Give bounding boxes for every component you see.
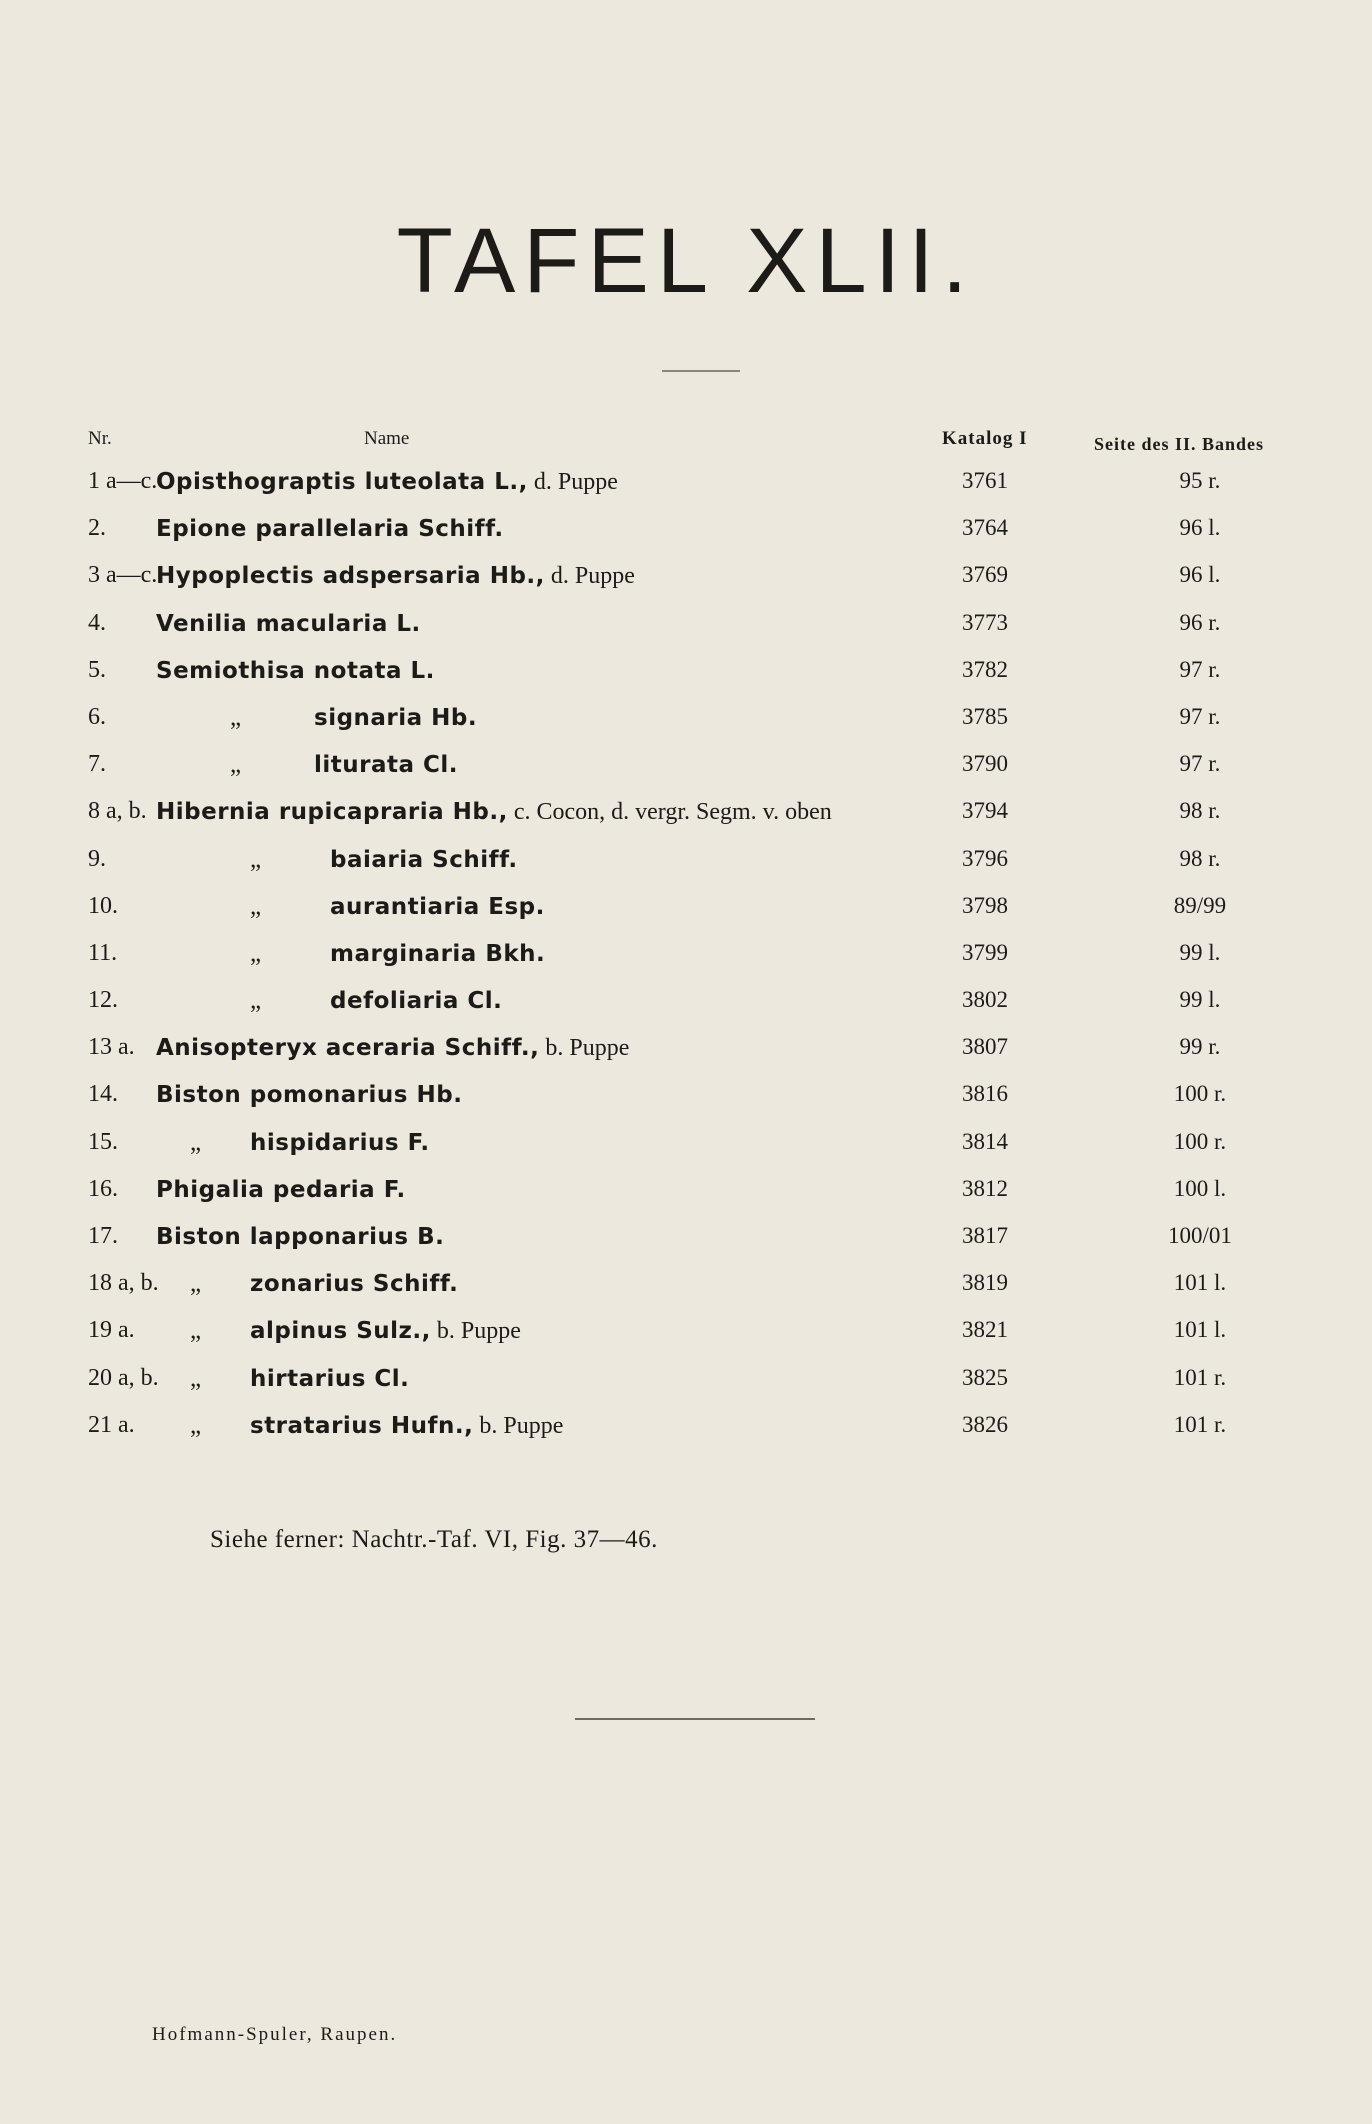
ditto-mark: „ (190, 1411, 202, 1439)
table-row (0, 1357, 1372, 1404)
row-nr: 4. (88, 609, 106, 636)
species-name: zonarius Schiff. (250, 1271, 459, 1298)
table-row (0, 507, 1372, 554)
row-katalog: 3773 (962, 609, 1008, 635)
row-nr: 8 a, b. (88, 798, 147, 825)
species-name: signaria Hb. (314, 704, 478, 731)
species-name: Semiothisa notata L. (156, 657, 435, 684)
row-name (156, 1176, 406, 1204)
species-detail: d. Puppe (544, 563, 635, 590)
row-name (156, 1081, 462, 1109)
header-name: Name (364, 428, 410, 449)
row-name (250, 1270, 458, 1298)
page-title: TAFEL XLII. (396, 210, 976, 312)
ditto-mark: „ (230, 703, 242, 731)
row-seite: 101 r. (1173, 1364, 1227, 1390)
reference-note: Siehe ferner: Nachtr.-Taf. VI, Fig. 37—46. (210, 1526, 658, 1553)
row-katalog: 3821 (962, 1317, 1008, 1343)
header-seite: Seite des II. Bandes (1094, 434, 1265, 454)
table-row (0, 838, 1372, 885)
species-detail: b. Puppe (473, 1412, 564, 1439)
row-katalog: 3798 (962, 892, 1008, 918)
table-row (0, 1168, 1372, 1215)
table-row (0, 1121, 1372, 1168)
table-row (0, 979, 1372, 1026)
row-seite: 98 r. (1179, 798, 1221, 824)
species-name: baiaria Schiff. (330, 846, 518, 873)
row-name (330, 893, 545, 921)
row-katalog: 3819 (962, 1270, 1008, 1296)
species-name: hirtarius Cl. (250, 1365, 410, 1392)
table-row (0, 743, 1372, 790)
row-name (156, 515, 504, 543)
species-name: Epione parallelaria Schiff. (156, 516, 504, 543)
row-nr: 18 a, b. (88, 1270, 159, 1297)
row-seite: 100/01 (1168, 1223, 1232, 1248)
row-seite: 99 r. (1179, 1034, 1221, 1060)
row-seite: 97 r. (1179, 656, 1221, 682)
row-nr: 19 a. (88, 1317, 135, 1344)
row-name (330, 846, 518, 874)
row-name (250, 1129, 430, 1157)
row-seite: 101 l. (1173, 1317, 1227, 1343)
row-nr: 17. (88, 1223, 118, 1249)
species-name: Biston pomonarius Hb. (156, 1082, 463, 1109)
species-name: Anisopteryx aceraria Schiff., (156, 1035, 540, 1062)
species-name: Hypoplectis adspersaria Hb., (156, 563, 545, 590)
species-detail: d. Puppe (527, 469, 618, 495)
table-row (0, 1073, 1372, 1120)
row-katalog: 3807 (962, 1034, 1008, 1060)
row-katalog: 3796 (962, 845, 1008, 871)
row-nr: 6. (88, 703, 106, 730)
row-katalog: 3794 (962, 798, 1008, 824)
row-katalog: 3814 (962, 1128, 1008, 1154)
row-nr: 13 a. (88, 1034, 135, 1061)
row-name (156, 1034, 629, 1062)
row-seite: 100 r. (1173, 1081, 1227, 1107)
row-seite: 99 l. (1179, 939, 1221, 965)
ditto-mark: „ (250, 892, 262, 920)
table-row (0, 790, 1372, 837)
table-row (0, 1026, 1372, 1073)
species-detail: b. Puppe (430, 1318, 521, 1345)
species-detail: b. Puppe (539, 1035, 630, 1062)
species-name: Hibernia rupicapraria Hb., (156, 799, 508, 826)
table-row (0, 554, 1372, 601)
ditto-mark: „ (190, 1364, 202, 1392)
row-seite: 95 r. (1179, 468, 1221, 493)
table-row (0, 932, 1372, 979)
species-name: Biston lapponarius B. (156, 1224, 445, 1250)
row-name (156, 798, 832, 826)
row-name (314, 704, 477, 732)
species-name: Phigalia pedaria F. (156, 1176, 406, 1203)
bottom-divider (575, 1718, 815, 1720)
row-nr: 11. (88, 939, 118, 966)
species-detail: c. Cocon, d. vergr. Segm. v. oben (507, 799, 832, 826)
row-seite: 99 l. (1179, 987, 1221, 1013)
table-header (0, 428, 1372, 458)
row-seite: 96 l. (1179, 562, 1221, 588)
row-nr: 5. (88, 656, 106, 683)
row-name (250, 1365, 409, 1393)
row-katalog: 3802 (962, 987, 1008, 1013)
row-seite: 100 l. (1173, 1175, 1227, 1201)
row-katalog: 3764 (962, 515, 1008, 541)
row-nr: 1 a—c. (88, 468, 158, 494)
row-katalog: 3826 (962, 1411, 1008, 1437)
table-row (0, 1215, 1372, 1262)
row-nr: 3 a—c. (88, 562, 158, 589)
row-seite: 96 r. (1179, 609, 1221, 635)
row-nr: 7. (88, 751, 106, 778)
ditto-mark: „ (250, 845, 262, 873)
ditto-mark: „ (190, 1317, 202, 1345)
row-nr: 15. (88, 1128, 118, 1155)
row-name (330, 940, 545, 968)
row-katalog: 3761 (962, 468, 1008, 493)
table-row (0, 1404, 1372, 1451)
row-name (156, 1223, 444, 1251)
row-katalog: 3799 (962, 939, 1008, 965)
row-name (314, 751, 458, 779)
species-name: alpinus Sulz., (250, 1318, 431, 1345)
ditto-mark: „ (190, 1270, 202, 1298)
row-nr: 2. (88, 515, 106, 542)
table-row (0, 696, 1372, 743)
row-name (156, 657, 435, 685)
ditto-mark: „ (190, 1128, 202, 1156)
row-katalog: 3785 (962, 703, 1008, 729)
row-katalog: 3825 (962, 1364, 1008, 1390)
row-name (156, 562, 635, 590)
row-seite: 97 r. (1179, 751, 1221, 777)
row-katalog: 3816 (962, 1081, 1008, 1107)
row-seite: 89/99 (1173, 892, 1227, 918)
species-name: defoliaria Cl. (330, 988, 503, 1015)
row-nr: 21 a. (88, 1411, 135, 1438)
row-nr: 9. (88, 845, 106, 872)
row-seite: 101 l. (1173, 1270, 1227, 1296)
title-divider (662, 370, 740, 372)
species-name: Opisthograptis luteolata L., (156, 469, 528, 495)
header-nr: Nr. (88, 428, 112, 449)
row-katalog: 3817 (962, 1223, 1008, 1248)
header-katalog: Katalog I (942, 428, 1028, 449)
species-name: hispidarius F. (250, 1129, 430, 1156)
footer-credit: Hofmann-Spuler, Raupen. (152, 2024, 398, 2045)
row-seite: 101 r. (1173, 1411, 1227, 1437)
row-seite: 98 r. (1179, 845, 1221, 871)
row-nr: 20 a, b. (88, 1364, 159, 1391)
ditto-mark: „ (250, 939, 262, 967)
row-seite: 96 l. (1179, 515, 1221, 541)
species-name: liturata Cl. (314, 752, 459, 779)
row-name (156, 610, 421, 638)
row-katalog: 3790 (962, 751, 1008, 777)
row-nr: 16. (88, 1175, 118, 1202)
table-row (0, 460, 1372, 507)
ditto-mark: „ (250, 987, 262, 1015)
ditto-mark: „ (230, 751, 242, 779)
table-row (0, 602, 1372, 649)
row-name (330, 987, 502, 1015)
table-row (0, 1309, 1372, 1356)
species-name: aurantiaria Esp. (330, 893, 545, 920)
row-katalog: 3812 (962, 1175, 1008, 1201)
table-row (0, 1262, 1372, 1309)
table-row (0, 885, 1372, 932)
species-name: Venilia macularia L. (156, 610, 421, 637)
species-name: marginaria Bkh. (330, 940, 546, 967)
row-name (156, 468, 618, 496)
row-name (250, 1412, 563, 1440)
table-row (0, 649, 1372, 696)
row-seite: 100 r. (1173, 1128, 1227, 1154)
row-nr: 12. (88, 987, 118, 1014)
row-name (250, 1317, 521, 1345)
species-name: stratarius Hufn., (250, 1412, 474, 1439)
row-katalog: 3769 (962, 562, 1008, 588)
row-nr: 10. (88, 892, 118, 919)
species-table (0, 460, 1372, 1451)
row-katalog: 3782 (962, 656, 1008, 682)
row-nr: 14. (88, 1081, 118, 1108)
row-seite: 97 r. (1179, 703, 1221, 729)
